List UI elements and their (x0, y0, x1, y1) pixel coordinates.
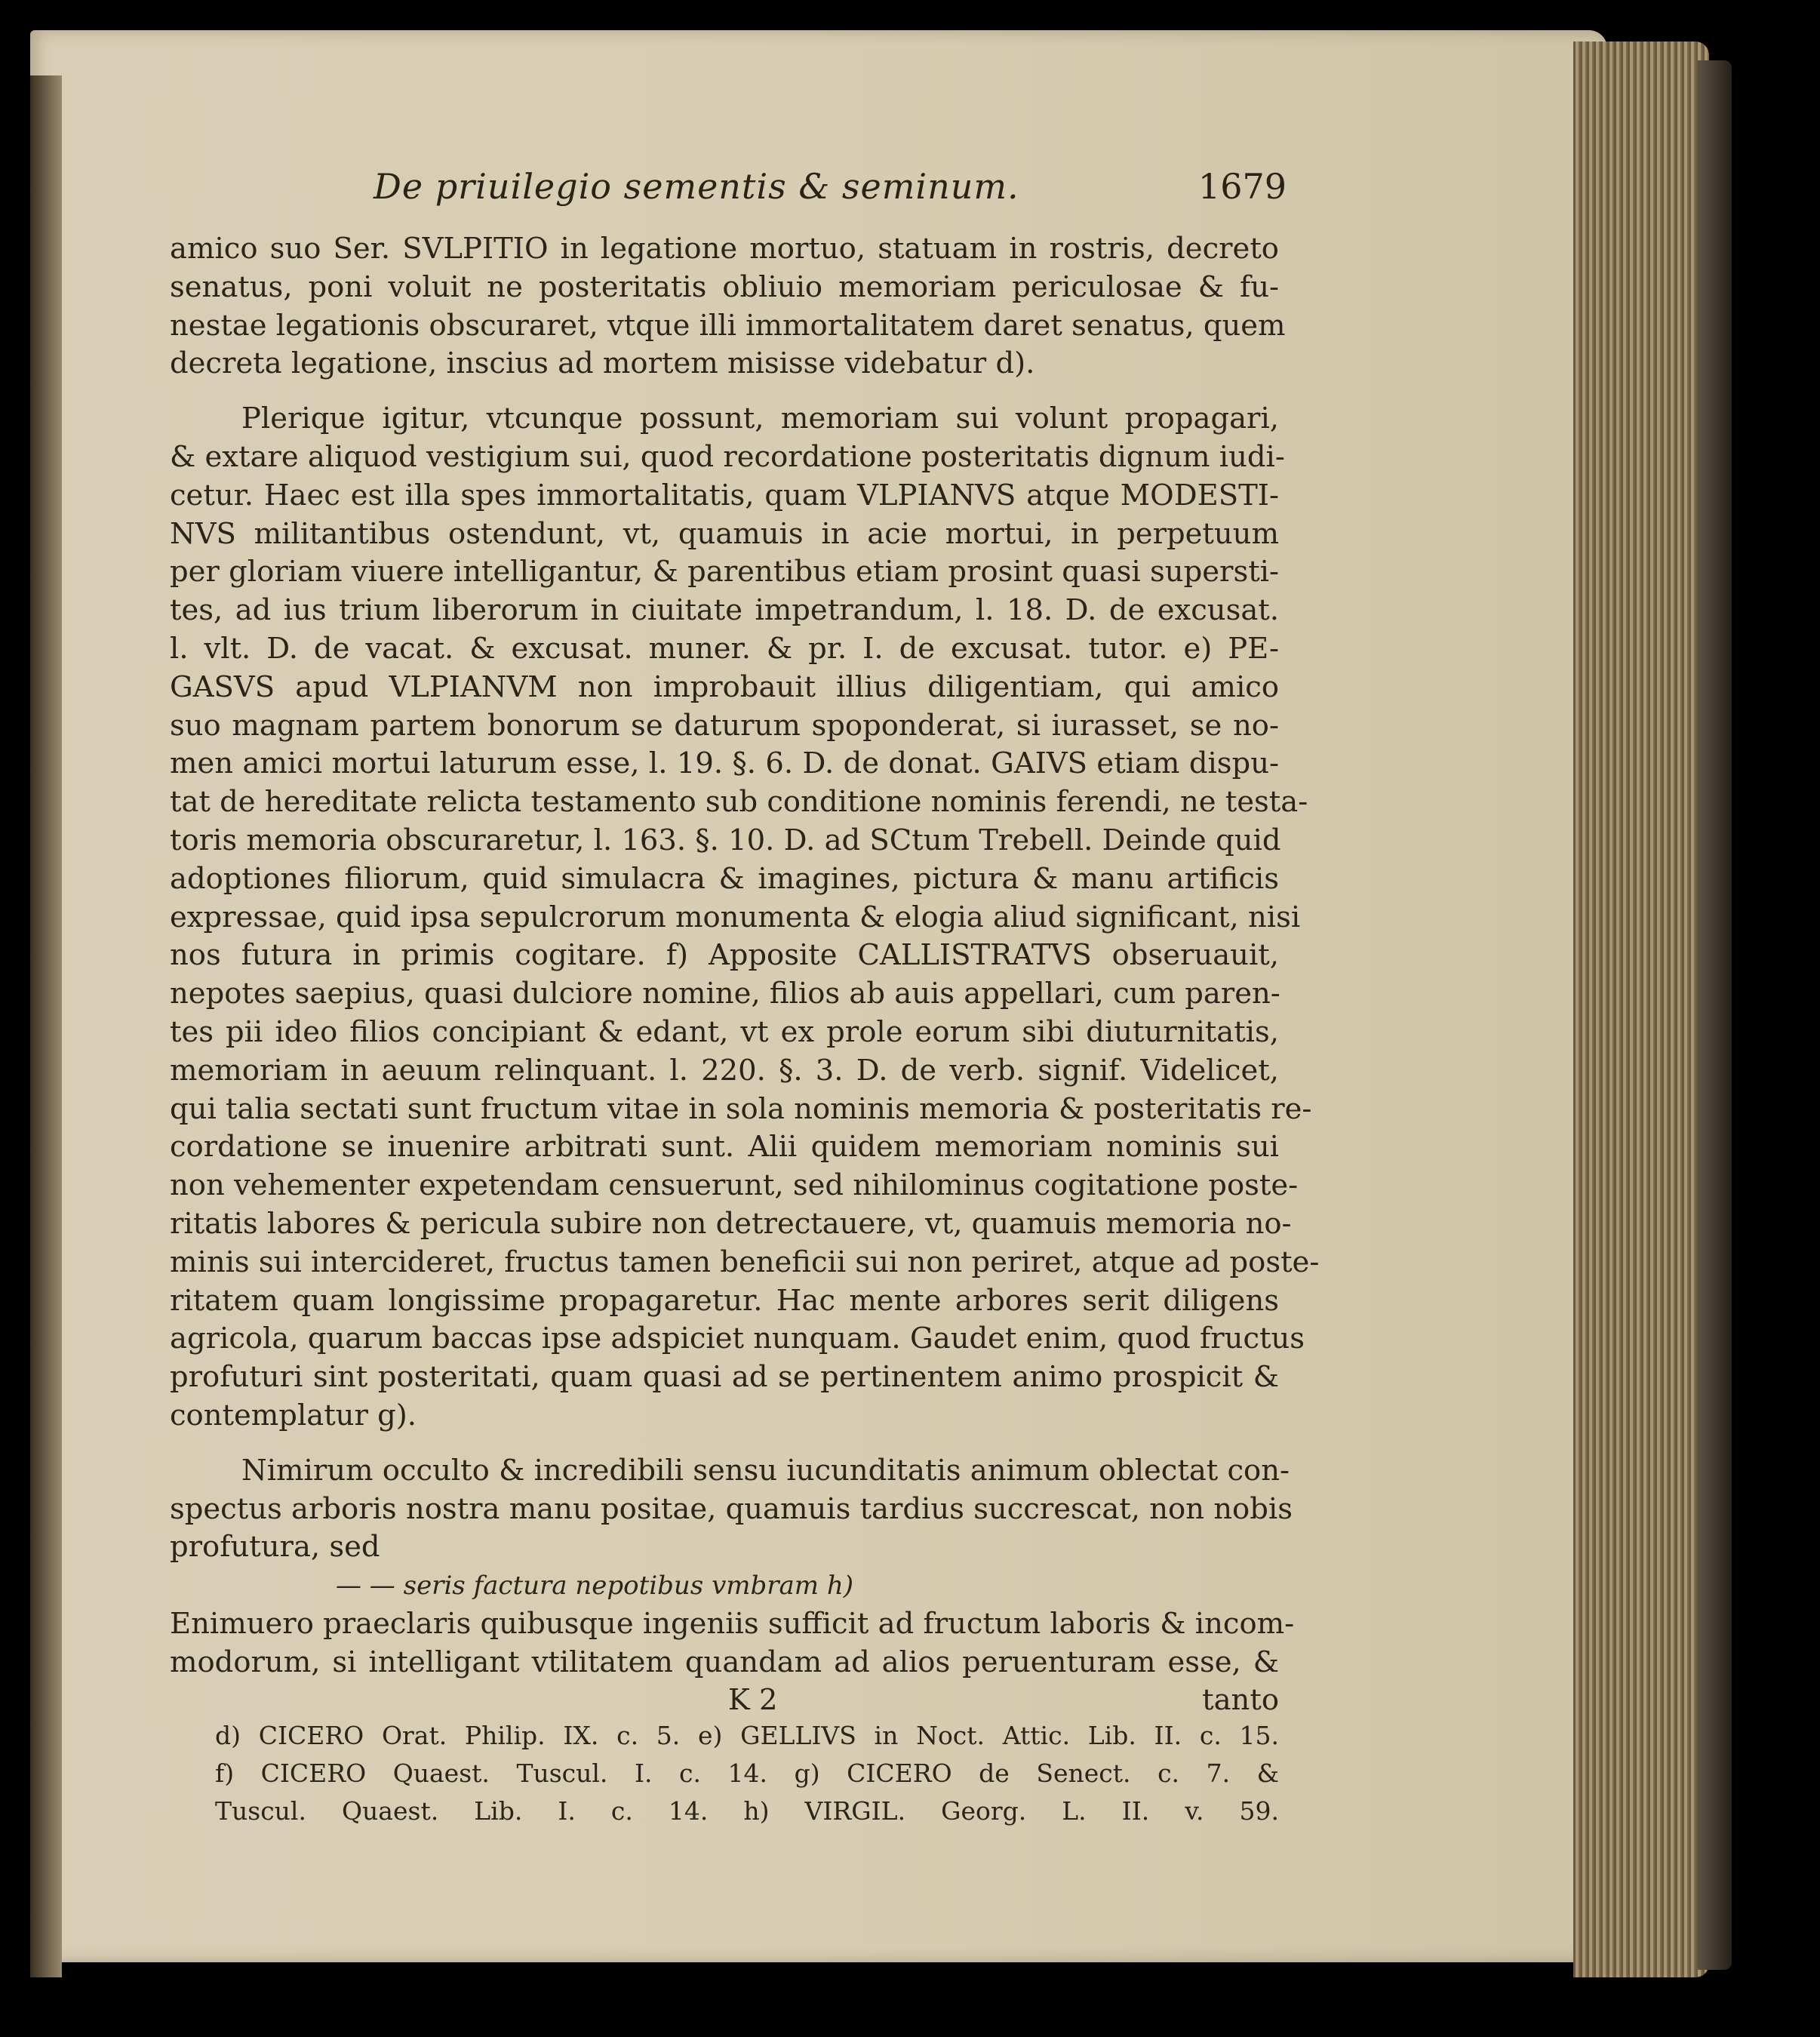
text-line: profuturi sint posteritati, quam quasi ad se pertinentem animo prospicit & (170, 1360, 1279, 1395)
text-line: & extare aliquod vestigium sui, quod recordatione posteritatis dignum iudi- (170, 439, 1285, 474)
text-line: modorum, si intelligant vtilitatem quandam ad alios peruenturam esse, & (170, 1645, 1279, 1679)
running-title: De priuilegio sementis & seminum. (374, 166, 1019, 207)
footnote-line: d) CICERO Orat. Philip. IX. c. 5. e) GELLIVS in Noct. Attic. Lib. II. c. 15. (215, 1721, 1279, 1750)
text-line: men amici mortui laturum esse, l. 19. §. 6. D. de donat. GAIVS etiam dispu- (170, 746, 1279, 781)
text-line: qui talia sectati sunt fructum vitae in sola nominis memoria & posteritatis re- (170, 1091, 1312, 1126)
text-line: cetur. Haec est illa spes immortalitatis, quam VLPIANVS atque MODESTI- (170, 478, 1279, 512)
text-line: senatus, poni voluit ne posteritatis obliuio memoriam periculosae & fu- (170, 269, 1279, 304)
text-line: Enimuero praeclaris quibusque ingeniis sufficit ad fructum laboris & incom- (170, 1606, 1295, 1641)
page-number: 1679 (1197, 166, 1287, 207)
signature-line (170, 1682, 1279, 1720)
text-line: adoptiones filiorum, quid simulacra & imagines, pictura & manu artificis (170, 861, 1279, 896)
text-line: tat de hereditate relicta testamento sub conditione nominis ferendi, ne testa- (170, 785, 1308, 820)
facing-page-edge (30, 75, 62, 1977)
text-line: toris memoria obscuraretur, l. 163. §. 10. D. ad SCtum Trebell. Deinde quid (170, 823, 1281, 857)
text-line: l. vlt. D. de vacat. & excusat. muner. & pr. I. de excusat. tutor. e) PE- (170, 631, 1279, 666)
text-line: tes, ad ius trium liberorum in ciuitate impetrandum, l. 18. D. de excusat. (170, 593, 1279, 628)
text-line: minis sui intercideret, fructus tamen beneficii sui non periret, atque ad poste- (170, 1245, 1320, 1279)
text-line: ritatem quam longissime propagaretur. Hac mente arbores serit diligens (170, 1283, 1279, 1318)
text-line: memoriam in aeuum relinquant. l. 220. §. 3. D. de verb. signif. Videlicet, (170, 1053, 1279, 1088)
text-line: nepotes saepius, quasi dulciore nomine, filios ab auis appellari, cum paren- (170, 977, 1280, 1011)
text-line: spectus arboris nostra manu positae, quamuis tardius succrescat, non nobis (170, 1491, 1293, 1526)
footnote-line: Tuscul. Quaest. Lib. I. c. 14. h) VIRGIL. Georg. L. II. v. 59. (215, 1796, 1279, 1826)
text-line: cordatione se inuenire arbitrati sunt. Alii quidem memoriam nominis sui (170, 1130, 1279, 1165)
text-line: contemplatur g). (170, 1398, 417, 1432)
text-line: Plerique igitur, vtcunque possunt, memoriam sui volunt propagari, (241, 402, 1279, 436)
text-line: agricola, quarum baccas ipse adspiciet nunquam. Gaudet enim, quod fructus (170, 1322, 1305, 1356)
text-line: GASVS apud VLPIANVM non improbauit illius diligentiam, qui amico (170, 669, 1279, 704)
text-line: non vehementer expetendam censuerunt, sed nihilominus cogitatione poste- (170, 1168, 1299, 1203)
catchword: tanto (1202, 1683, 1279, 1718)
footnotes (215, 1717, 1279, 1830)
text-line: suo magnam partem bonorum se daturum spoponderat, si iurasset, se no- (170, 708, 1279, 743)
book-cover (1698, 60, 1732, 1970)
text-line: NVS militantibus ostendunt, vt, quamuis in acie mortui, in perpetuum (170, 516, 1279, 551)
text-line: per gloriam viuere intelligantur, & parentibus etiam prosint quasi supersti- (170, 555, 1279, 589)
verse-quotation: — — seris factura nepotibus vmbram h) (336, 1571, 854, 1602)
text-line: amico suo Ser. SVLPITIO in legatione mortuo, statuam in rostris, decreto (170, 232, 1279, 266)
text-line: expressae, quid ipsa sepulcrorum monumenta & elogia aliud significant, nisi (170, 900, 1301, 934)
text-line: profutura, sed (170, 1530, 380, 1565)
signature-mark: K 2 (728, 1683, 778, 1718)
text-line: decreta legatione, inscius ad mortem misisse videbatur d). (170, 346, 1035, 381)
page-edges (1573, 42, 1709, 1977)
running-head (374, 166, 1287, 219)
text-line: tes pii ideo filios concipiant & edant, vt ex prole eorum sibi diuturnitatis, (170, 1014, 1279, 1049)
footnote-line: f) CICERO Quaest. Tuscul. I. c. 14. g) CICERO de Senect. c. 7. & (215, 1759, 1279, 1788)
main-text (170, 230, 1320, 1720)
text-line: ritatis labores & pericula subire non detrectauere, vt, quamuis memoria no- (170, 1206, 1292, 1241)
text-line: Nimirum occulto & incredibili sensu iucunditatis animum oblectat con- (241, 1453, 1290, 1488)
text-line: nestae legationis obscuraret, vtque illi immortalitatem daret senatus, quem (170, 308, 1286, 343)
text-line: nos futura in primis cogitare. f) Apposite CALLISTRATVS obseruauit, (170, 938, 1279, 973)
